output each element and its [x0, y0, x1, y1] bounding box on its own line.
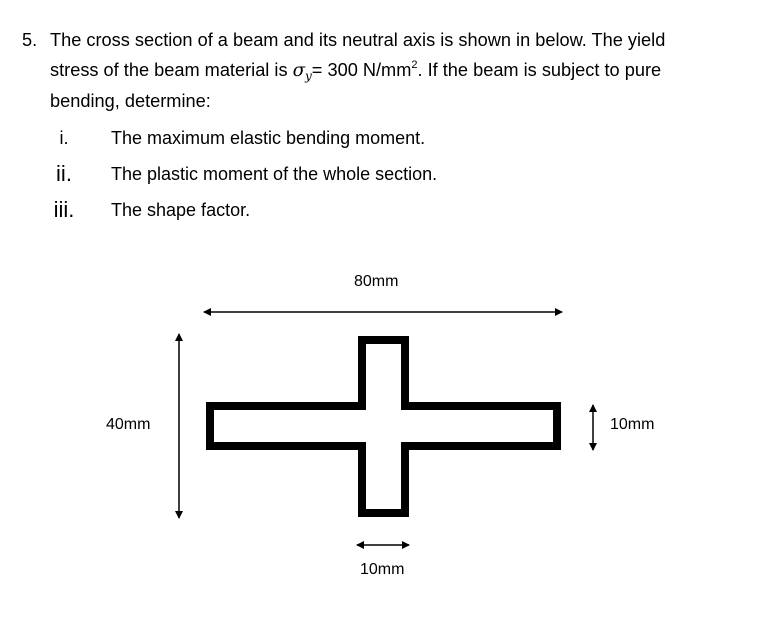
sigma-subscript: y — [305, 69, 312, 83]
yield-stress-value: = 300 N/mm — [311, 60, 412, 80]
question-number: 5. — [22, 30, 38, 50]
task-text: The shape factor. — [111, 200, 251, 220]
flange-thickness-label: 10mm — [610, 416, 655, 433]
height-label: 40mm — [106, 416, 151, 433]
question-line-2-end: . If the beam is subject to pure — [417, 60, 662, 80]
question-line-3: bending, determine: — [50, 91, 211, 111]
task-marker: ii. — [56, 161, 72, 186]
task-marker: i. — [59, 128, 69, 148]
task-text: The maximum elastic bending moment. — [111, 128, 426, 148]
unit-superscript: 2 — [411, 59, 418, 71]
width-label: 80mm — [354, 273, 399, 290]
sigma-symbol: σ — [292, 60, 306, 81]
question-line-2-start: stress of the beam material is — [50, 60, 293, 80]
web-thickness-label: 10mm — [360, 561, 405, 578]
task-text: The plastic moment of the whole section. — [111, 164, 438, 184]
task-marker: iii. — [53, 197, 75, 222]
question-line-1-text: The cross section of a beam and its neutral axis is shown in below. The yield — [50, 30, 666, 50]
cross-section-outline — [210, 340, 557, 513]
